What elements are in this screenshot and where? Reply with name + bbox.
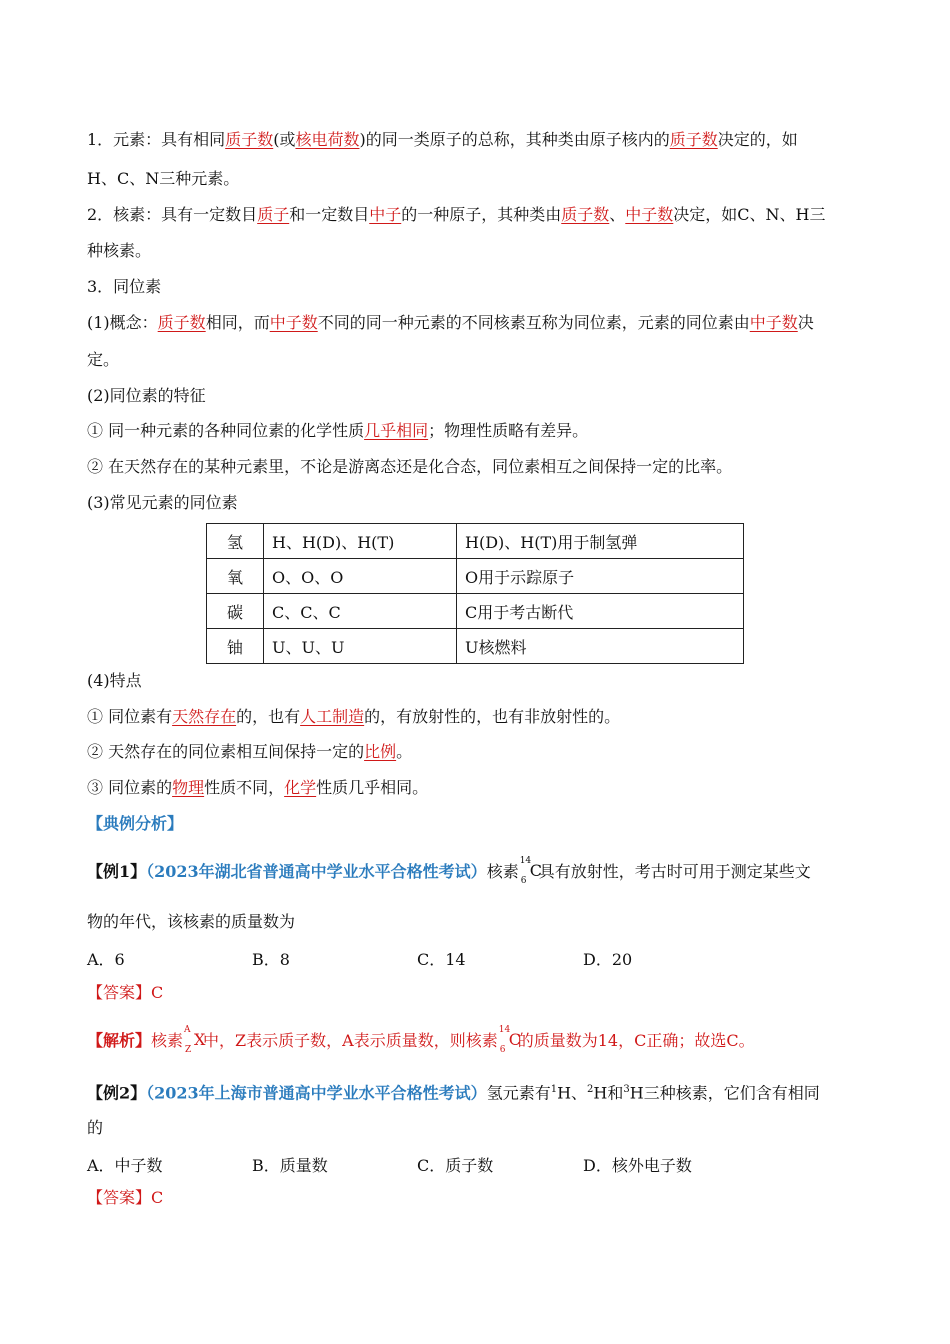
text: 1．元素：具有相同 bbox=[87, 130, 226, 149]
answer-blank: 人工制造 bbox=[300, 707, 365, 726]
text: H、 bbox=[557, 1083, 588, 1103]
text: 核素 bbox=[486, 862, 519, 881]
answer-blank: 质子 bbox=[257, 205, 290, 224]
mass-number: 1 bbox=[550, 1084, 558, 1095]
example-source: （2023年上海市普通高中学业水平合格性考试） bbox=[146, 1083, 487, 1103]
isotope-table bbox=[206, 523, 744, 664]
isotope-element-cell: 氢 bbox=[207, 524, 264, 559]
feature-2: ② 在天然存在的某种元素里，不论是游离态还是化合态，同位素相互之间保持一定的比率。 bbox=[87, 457, 733, 476]
example-1-question bbox=[87, 855, 863, 886]
answer-blank: 天然存在 bbox=[172, 707, 237, 726]
text: 性质几乎相同。 bbox=[316, 778, 429, 797]
answer-blank: 比例 bbox=[364, 742, 397, 761]
example-1-answer: 【答案】C bbox=[87, 983, 164, 1002]
text: 的，也有 bbox=[236, 707, 301, 726]
text: (或 bbox=[273, 130, 296, 149]
isotope-concept bbox=[87, 313, 863, 333]
mass-number: 3 bbox=[623, 1084, 630, 1095]
text: 氢元素有 bbox=[486, 1083, 551, 1103]
isotope-list-cell: O、O、O bbox=[264, 559, 457, 594]
text: 2．核素：具有一定数目 bbox=[87, 205, 258, 224]
text: 和一定数目 bbox=[289, 205, 370, 224]
nuclide-generic: A Z X bbox=[184, 1024, 206, 1055]
answer-blank: 质子数 bbox=[561, 205, 610, 224]
feature-title: (2)同位素的特征 bbox=[87, 386, 206, 405]
text: H三种核素，它们含有相同 bbox=[629, 1083, 820, 1103]
isotope-use-cell: C用于考古断代 bbox=[457, 594, 744, 629]
text: 、 bbox=[609, 205, 626, 224]
text: 相同，而 bbox=[205, 313, 270, 332]
examples-heading: 【典例分析】 bbox=[87, 814, 184, 833]
answer-blank: 几乎相同 bbox=[364, 421, 429, 440]
example-2-option-c: C．质子数 bbox=[417, 1156, 494, 1175]
example-1-option-d: D．20 bbox=[583, 950, 633, 969]
isotope-use-cell: O用于示踪原子 bbox=[457, 559, 744, 594]
example-label: 【例2】 bbox=[87, 1083, 147, 1103]
characteristics-title: (4)特点 bbox=[87, 671, 142, 690]
text: 具有放射性，考古时可用于测定某些文 bbox=[538, 862, 811, 881]
text: 核素 bbox=[151, 1031, 184, 1050]
example-label: 【例1】 bbox=[87, 862, 147, 881]
isotope-table-row bbox=[207, 559, 744, 594]
text: 中，Z表示质子数，A表示质量数，则核素 bbox=[203, 1031, 498, 1050]
answer-blank: 中子数 bbox=[269, 313, 318, 332]
answer-blank: 中子 bbox=[369, 205, 402, 224]
isotope-list-cell: H、H(D)、H(T) bbox=[264, 524, 457, 559]
isotope-use-cell: H(D)、H(T)用于制氢弹 bbox=[457, 524, 744, 559]
isotope-list-cell: C、C、C bbox=[264, 594, 457, 629]
text: (1)概念： bbox=[87, 313, 158, 332]
text: 决 bbox=[797, 313, 814, 332]
text: 性质不同， bbox=[204, 778, 285, 797]
element-definition-line2: H、C、N三种元素。 bbox=[87, 169, 240, 188]
example-1-option-b: B．8 bbox=[252, 950, 290, 969]
answer-blank: 中子数 bbox=[625, 205, 674, 224]
text: 决定的，如 bbox=[717, 130, 798, 149]
nuclide-c14: 14 6 C bbox=[519, 855, 542, 886]
isotope-element-cell: 铀 bbox=[207, 629, 264, 664]
text: ③ 同位素的 bbox=[87, 778, 173, 797]
nuclide-definition-line2: 种核素。 bbox=[87, 241, 152, 260]
text: 决定，如C、N、H三 bbox=[673, 205, 826, 224]
example-2-question bbox=[87, 1080, 863, 1103]
text: 。 bbox=[396, 742, 413, 761]
text: ① 同一种元素的各种同位素的化学性质 bbox=[87, 421, 365, 440]
answer-blank: 化学 bbox=[284, 778, 317, 797]
explanation-label: 【解析】 bbox=[87, 1031, 152, 1050]
example-2-option-d: D．核外电子数 bbox=[583, 1156, 692, 1175]
example-source: （2023年湖北省普通高中学业水平合格性考试） bbox=[146, 862, 487, 881]
text: ① 同位素有 bbox=[87, 707, 173, 726]
answer-blank: 质子数 bbox=[669, 130, 718, 149]
characteristic-2 bbox=[87, 742, 863, 762]
isotope-element-cell: 氧 bbox=[207, 559, 264, 594]
isotope-table-row bbox=[207, 594, 744, 629]
isotope-table-row bbox=[207, 629, 744, 664]
text: 的质量数为14，C正确；故选C。 bbox=[517, 1031, 755, 1050]
example-2-line2: 的 bbox=[87, 1118, 104, 1137]
characteristic-1 bbox=[87, 707, 863, 727]
characteristic-3 bbox=[87, 778, 863, 798]
text: H和 bbox=[593, 1083, 624, 1103]
isotope-use-cell: U核燃料 bbox=[457, 629, 744, 664]
example-2-answer: 【答案】C bbox=[87, 1188, 164, 1207]
text: 的，有放射性的，也有非放射性的。 bbox=[364, 707, 621, 726]
text: ；物理性质略有差异。 bbox=[428, 421, 589, 440]
table-title: (3)常见元素的同位素 bbox=[87, 493, 238, 512]
example-2-option-a: A．中子数 bbox=[87, 1156, 163, 1175]
feature-1 bbox=[87, 421, 863, 441]
answer-blank: 质子数 bbox=[225, 130, 274, 149]
nuclide-definition bbox=[87, 205, 863, 225]
answer-blank: 中子数 bbox=[749, 313, 798, 332]
example-1-explanation bbox=[87, 1024, 863, 1055]
answer-blank: 质子数 bbox=[157, 313, 206, 332]
example-2-option-b: B．质量数 bbox=[252, 1156, 328, 1175]
example-1-option-c: C．14 bbox=[417, 950, 466, 969]
isotope-element-cell: 碳 bbox=[207, 594, 264, 629]
answer-blank: 物理 bbox=[172, 778, 205, 797]
text: 不同的同一种元素的不同核素互称为同位素，元素的同位素由 bbox=[317, 313, 750, 332]
mass-number: 2 bbox=[587, 1084, 594, 1095]
example-1-option-a: A．6 bbox=[87, 950, 125, 969]
isotope-table-row bbox=[207, 524, 744, 559]
isotope-list-cell: U、U、U bbox=[264, 629, 457, 664]
text: )的同一类原子的总称，其种类由原子核内的 bbox=[359, 130, 670, 149]
example-1-line2: 物的年代，该核素的质量数为 bbox=[87, 912, 296, 931]
text: ② 天然存在的同位素相互间保持一定的 bbox=[87, 742, 365, 761]
element-definition bbox=[87, 130, 863, 150]
isotope-concept-line2: 定。 bbox=[87, 350, 120, 369]
isotope-title: 3．同位素 bbox=[87, 277, 162, 296]
nuclide-c14: 14 6 C bbox=[498, 1024, 521, 1055]
answer-blank: 核电荷数 bbox=[295, 130, 360, 149]
text: 的一种原子，其种类由 bbox=[401, 205, 562, 224]
